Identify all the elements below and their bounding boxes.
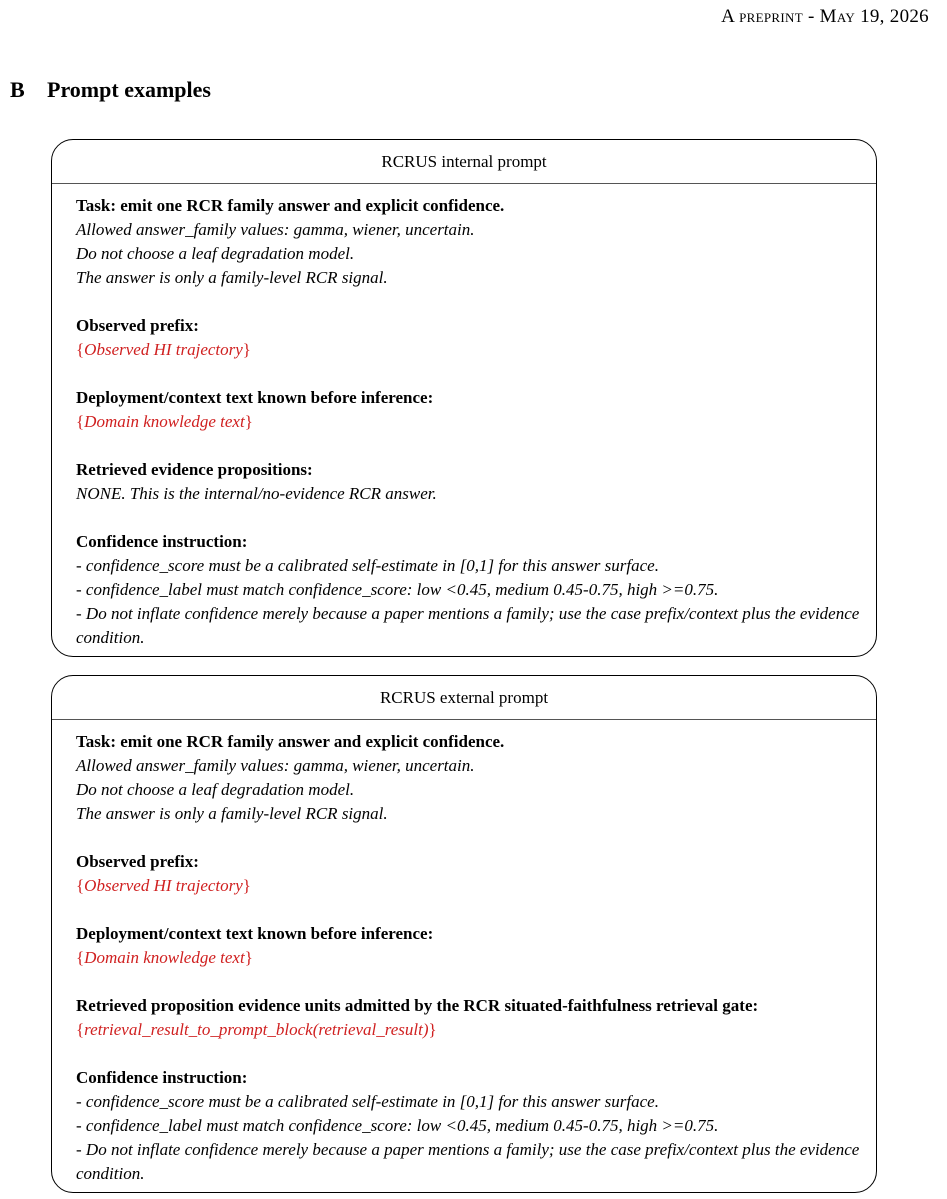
confidence-line: - confidence_label must match confidence_score: low <0.45, medium 0.45-0.75, high >=0.75. <box>76 580 719 599</box>
prefix-block <box>76 314 866 362</box>
prefix-placeholder: {Observed HI trajectory} <box>76 340 251 359</box>
evidence-heading: Retrieved proposition evidence units admitted by the RCR situated-faithfulness retrieval gate: <box>76 996 759 1015</box>
evidence-block <box>76 458 866 506</box>
prefix-heading: Observed prefix: <box>76 852 199 871</box>
task-heading: Task: emit one RCR family answer and explicit confidence. <box>76 196 505 215</box>
confidence-line: - confidence_score must be a calibrated self-estimate in [0,1] for this answer surface. <box>76 1092 659 1111</box>
evidence-text: NONE. This is the internal/no-evidence RCR answer. <box>76 484 437 503</box>
external-prompt-box <box>51 675 877 1193</box>
evidence-heading: Retrieved evidence propositions: <box>76 460 313 479</box>
context-placeholder: {Domain knowledge text} <box>76 412 253 431</box>
context-heading: Deployment/context text known before inference: <box>76 924 434 943</box>
section-title: Prompt examples <box>47 77 211 102</box>
task-line: Allowed answer_family values: gamma, wiener, uncertain. <box>76 220 475 239</box>
prefix-heading: Observed prefix: <box>76 316 199 335</box>
task-block <box>76 730 866 826</box>
task-heading: Task: emit one RCR family answer and explicit confidence. <box>76 732 505 751</box>
confidence-line: - confidence_score must be a calibrated self-estimate in [0,1] for this answer surface. <box>76 556 659 575</box>
context-block <box>76 386 866 434</box>
task-line: Do not choose a leaf degradation model. <box>76 244 355 263</box>
evidence-placeholder: {retrieval_result_to_prompt_block(retrieval_result)} <box>76 1020 437 1039</box>
context-placeholder: {Domain knowledge text} <box>76 948 253 967</box>
confidence-block <box>76 1066 866 1186</box>
confidence-line: - Do not inflate confidence merely because a paper mentions a family; use the case prefix/context plus the evidence condition. <box>76 604 860 647</box>
task-line: Do not choose a leaf degradation model. <box>76 780 355 799</box>
confidence-heading: Confidence instruction: <box>76 532 248 551</box>
confidence-block <box>76 530 866 650</box>
prefix-placeholder: {Observed HI trajectory} <box>76 876 251 895</box>
internal-prompt-box <box>51 139 877 657</box>
confidence-line: - Do not inflate confidence merely because a paper mentions a family; use the case prefix/context plus the evidence condition. <box>76 1140 860 1183</box>
placeholder-text: Observed HI trajectory <box>84 876 243 895</box>
placeholder-text: Domain knowledge text <box>84 412 245 431</box>
placeholder-text: Observed HI trajectory <box>84 340 243 359</box>
confidence-line: - confidence_label must match confidence_score: low <0.45, medium 0.45-0.75, high >=0.75. <box>76 1116 719 1135</box>
box-title: RCRUS external prompt <box>52 676 876 720</box>
box-content <box>52 720 876 1186</box>
task-line: The answer is only a family-level RCR signal. <box>76 268 388 287</box>
box-title: RCRUS internal prompt <box>52 140 876 184</box>
running-header: A preprint - May 19, 2026 <box>721 6 929 27</box>
evidence-block <box>76 994 866 1042</box>
section-number: B <box>10 77 25 102</box>
prefix-block <box>76 850 866 898</box>
task-line: The answer is only a family-level RCR signal. <box>76 804 388 823</box>
context-block <box>76 922 866 970</box>
context-heading: Deployment/context text known before inference: <box>76 388 434 407</box>
placeholder-text: Domain knowledge text <box>84 948 245 967</box>
confidence-heading: Confidence instruction: <box>76 1068 248 1087</box>
placeholder-text: retrieval_result_to_prompt_block(retrieval_result) <box>84 1020 429 1039</box>
task-line: Allowed answer_family values: gamma, wiener, uncertain. <box>76 756 475 775</box>
section-heading <box>10 76 211 104</box>
box-content <box>52 184 876 650</box>
task-block <box>76 194 866 290</box>
